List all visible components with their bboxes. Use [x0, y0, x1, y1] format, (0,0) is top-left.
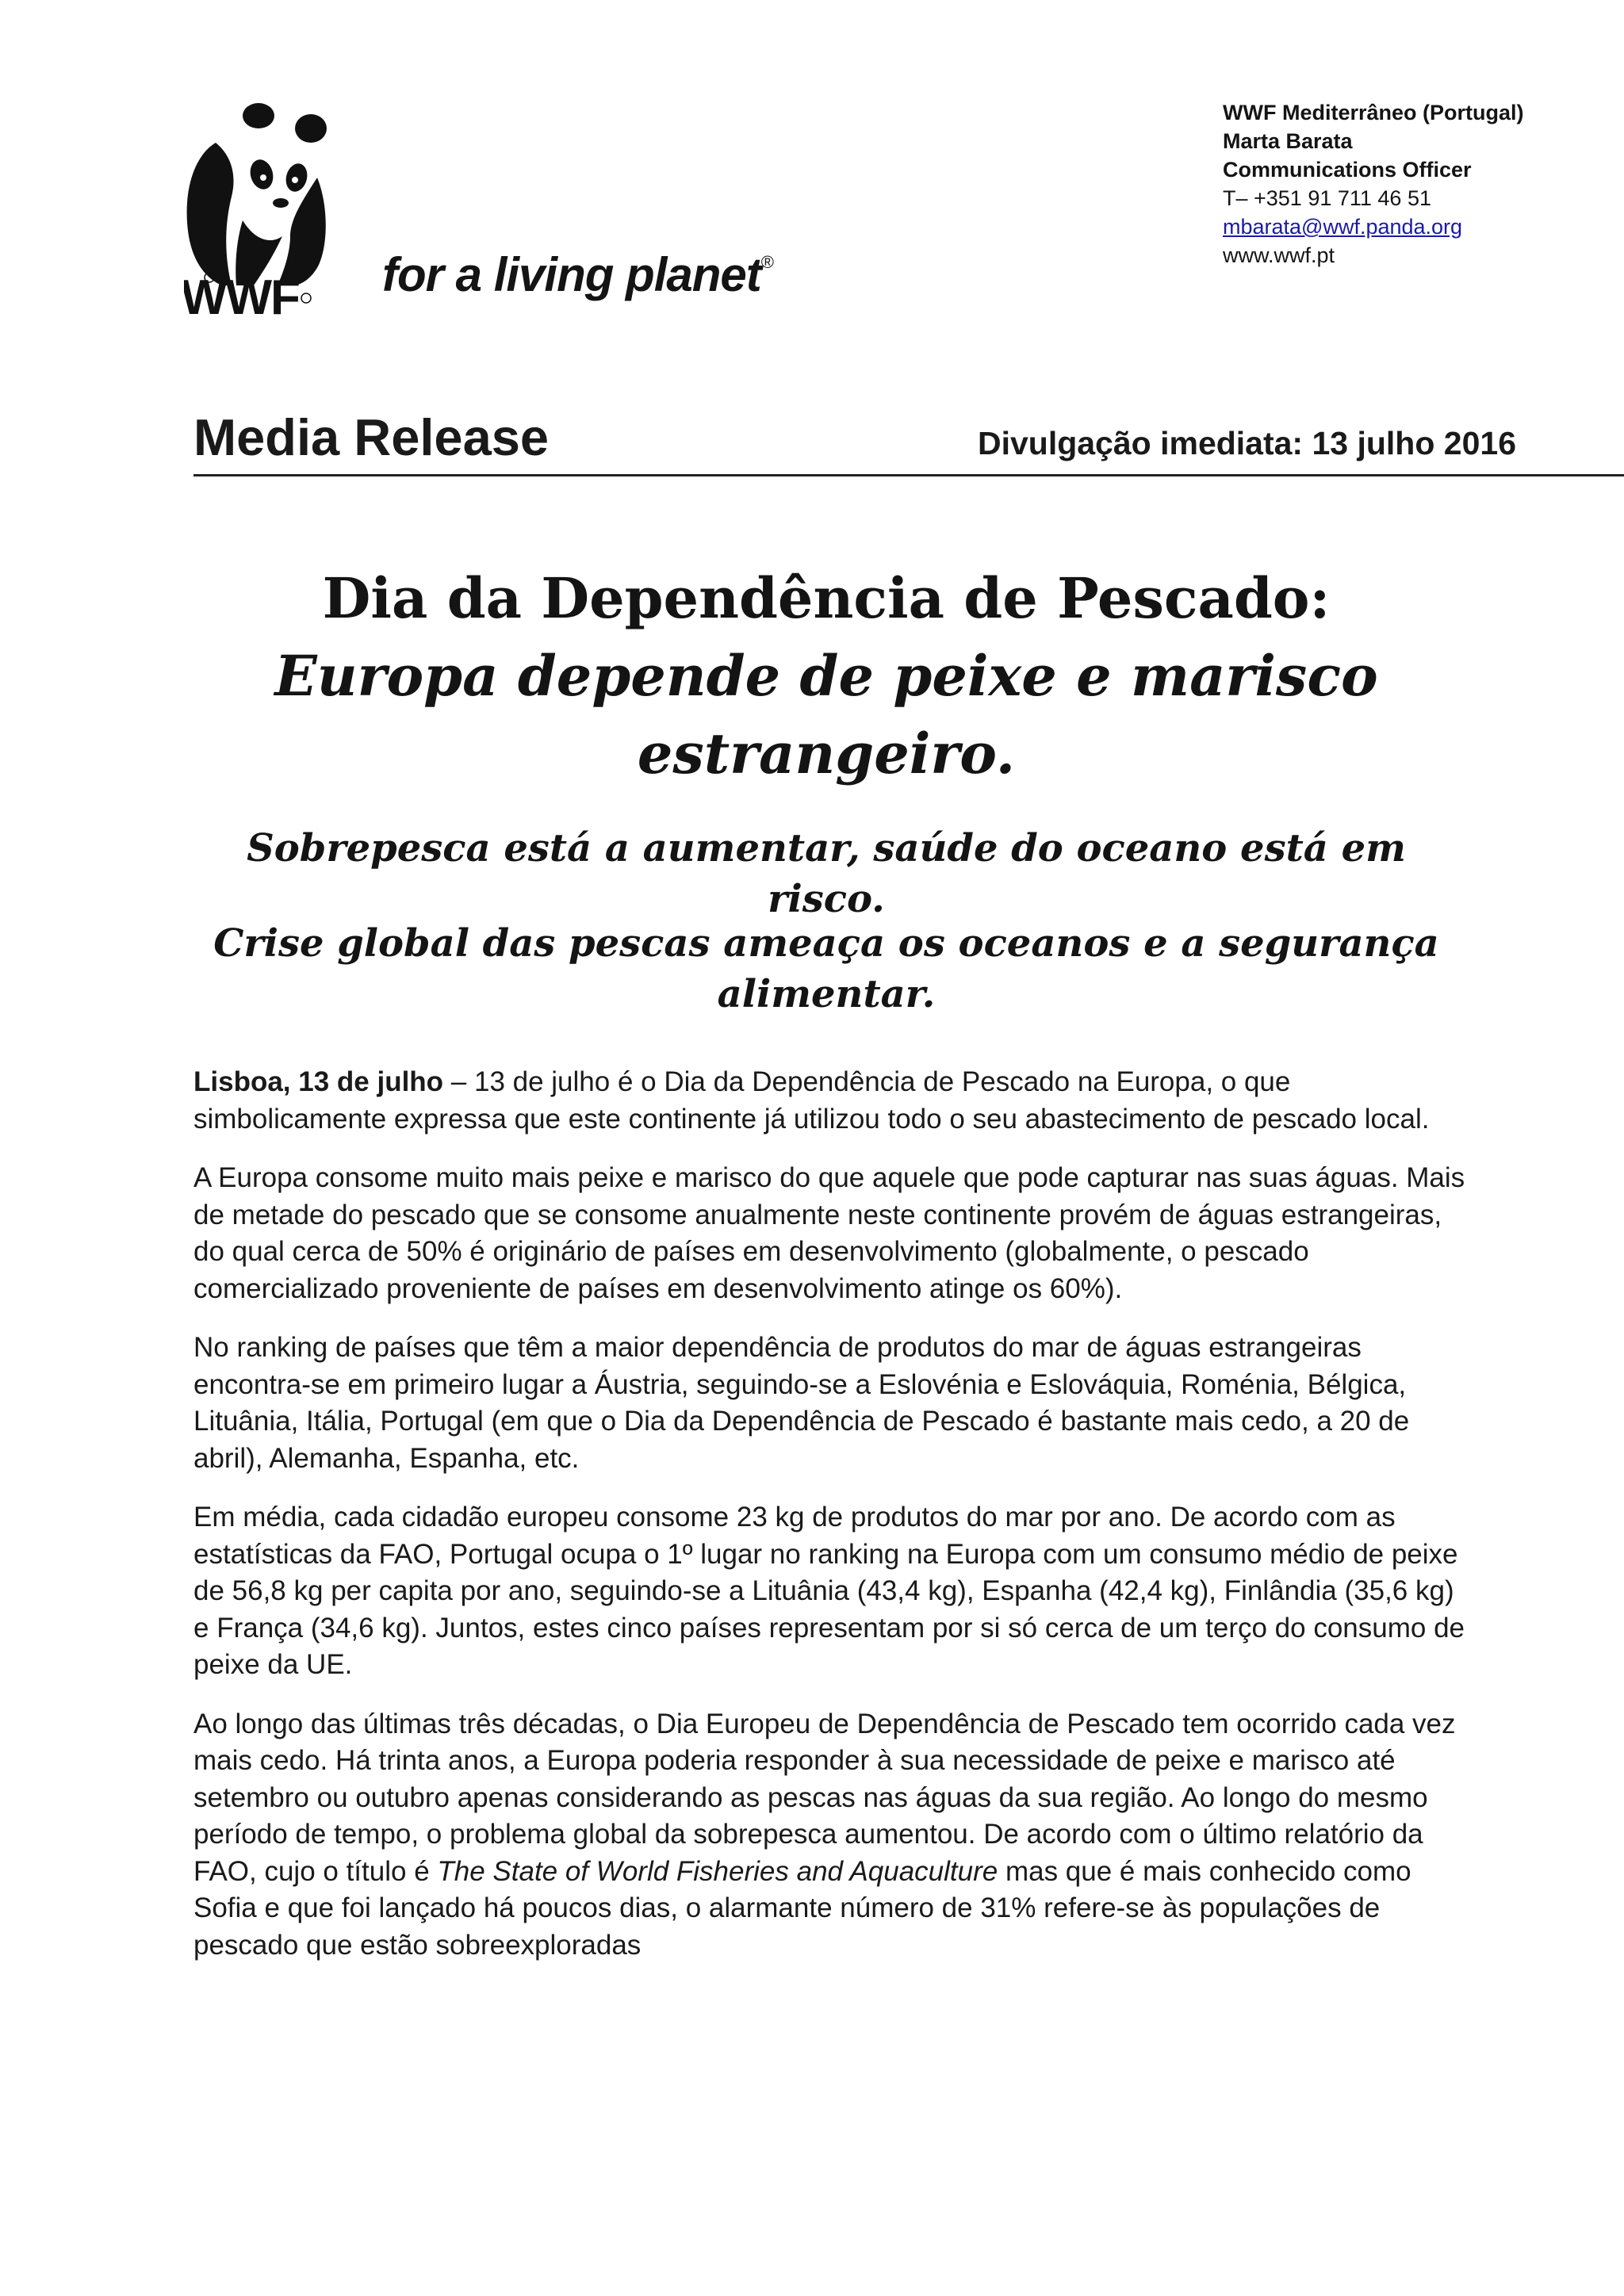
paragraph-5-text-a: Ao longo das últimas três décadas, o Dia Europeu de Dependência de Pescado tem ocorrido cada vez mais cedo. Há trinta anos, a Europa poderia responder à sua necessidade de peixe e marisco até setembro ou outubro apenas considerando as pescas nas águas da sua região. Ao longo do mesmo período de tempo, o problema global da sobrepesca aumentou. De acordo com o último relatório da FAO, cujo o título é — [193, 1708, 1456, 1887]
contact-phone: T– +351 91 711 46 51 — [1223, 186, 1431, 210]
contact-website: www.wwf.pt — [1223, 243, 1335, 267]
subhead-overfishing: Sobrepesca está a aumentar, saúde do oceano está em risco. — [247, 826, 1406, 921]
release-header — [193, 403, 1624, 476]
contact-role: Communications Officer — [1223, 158, 1472, 182]
paragraph-4: Em média, cada cidadão europeu consome 23 kg de produtos do mar por ano. De acordo com as estatísticas da FAO, Portugal ocupa o 1º lugar no ranking na Europa com um consumo médio de peixe de 56,8 kg per capita por ano, seguindo-se a Lituânia (43,4 kg), Espanha (42,4 kg), Finlândia (35,6 kg) e França (34,6 kg). Juntos, estes cinco países representam por si só cerca de um terço do consumo de peixe da UE. — [193, 1502, 1465, 1680]
report-title: The State of World Fisheries and Aquaculture — [437, 1855, 998, 1887]
headline-line2: Europa depende de peixe e marisco estrangeiro. — [274, 643, 1378, 786]
contact-block — [1223, 98, 1524, 270]
registered-mark: ® — [760, 252, 773, 272]
contact-name: Marta Barata — [1223, 129, 1353, 153]
paragraph-1 — [193, 1064, 1470, 1138]
paragraph-2: A Europa consome muito mais peixe e marisco do que aquele que pode capturar nas suas águas. Mais de metade do pescado que se consome anualmente neste continente provém de águas estrangeiras, do qual cerca de 50% é originário de países em desenvolvimento (globalmente, o pescado comercializado proveniente de países em desenvolvimento atinge os 60%). — [193, 1162, 1465, 1304]
headline — [193, 560, 1459, 793]
contact-org: WWF Mediterrâneo (Portugal) — [1223, 101, 1524, 124]
dateline: Lisboa, 13 de julho — [193, 1066, 444, 1097]
wwf-logo — [184, 101, 330, 316]
wwf-logo-text: WWF — [184, 270, 299, 316]
headline-line1: Dia da Dependência de Pescado: — [322, 565, 1331, 631]
paragraph-1-text: – 13 de julho é o Dia da Dependência de Pescado na Europa, o que simbolicamente expressa que este continente já utilizou todo o seu abastecimento de pescado local. — [193, 1066, 1430, 1135]
article-body — [193, 1064, 1470, 1986]
paragraph-5 — [193, 1706, 1470, 1965]
media-release-title: Media Release — [193, 408, 550, 466]
contact-email-link[interactable]: mbarata@wwf.panda.org — [1223, 215, 1463, 239]
paragraph-5-text-b: mas que é mais conhecido como Sofia e que foi lançado há poucos dias, o alarmante número de 31% refere-se às populações de pescado que estão sobreexploradas — [193, 1855, 1411, 1961]
subhead-global-crisis: Crise global das pescas ameaça os oceanos e a segurança alimentar. — [213, 921, 1439, 1016]
paragraph-3: No ranking de países que têm a maior dependência de produtos do mar de águas estrangeiras encontra-se em primeiro lugar a Áustria, seguindo-se a Eslovénia e Eslováquia, Roménia, Bélgica, Lituânia, Itália, Portugal (em que o Dia da Dependência de Pescado é bastante mais cedo, a 20 de abril), Alemanha, Espanha, etc. — [193, 1332, 1410, 1474]
panda-icon — [184, 101, 330, 316]
release-date: Divulgação imediata: 13 julho 2016 — [977, 425, 1516, 461]
tagline-text: for a living planet — [382, 248, 761, 301]
tagline — [382, 247, 773, 302]
